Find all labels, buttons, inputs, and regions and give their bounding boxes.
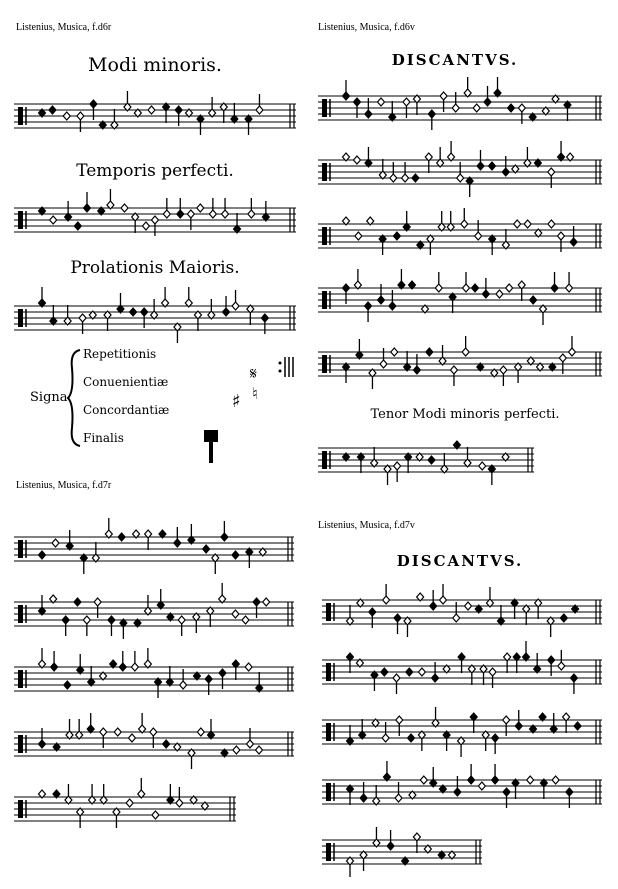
note-icon — [506, 284, 513, 292]
note-icon — [180, 681, 187, 689]
note-icon — [108, 616, 115, 624]
note-icon — [559, 354, 566, 362]
note-icon — [174, 539, 181, 547]
signa-item-conuenientiae: Conuenientiæ — [83, 375, 169, 389]
signa-item-finalis: Finalis — [83, 431, 124, 445]
svg-text:𝄋: 𝄋 — [250, 364, 257, 383]
note-icon — [163, 210, 170, 218]
concordantia-sign-icon — [232, 391, 241, 412]
note-icon — [454, 788, 461, 796]
clef-icon — [326, 603, 331, 621]
note-icon — [461, 220, 468, 228]
congruence-sign-icon — [252, 384, 258, 403]
clef-icon — [18, 605, 23, 623]
note-icon — [50, 216, 57, 224]
note-icon — [176, 799, 183, 807]
note-icon — [395, 794, 402, 802]
note-icon — [552, 776, 559, 784]
clef-icon — [322, 163, 327, 181]
note-icon — [382, 734, 389, 742]
note-icon — [551, 284, 558, 292]
sign-glyphs — [200, 355, 300, 470]
note-icon — [524, 220, 531, 228]
note-icon — [570, 674, 577, 682]
music-staff — [318, 276, 602, 322]
note-icon — [365, 110, 372, 118]
note-icon — [219, 669, 226, 677]
note-icon — [121, 204, 128, 212]
note-icon — [440, 92, 447, 100]
note-icon — [548, 220, 555, 228]
note-icon — [100, 728, 107, 736]
music-staff — [318, 436, 534, 482]
note-icon — [74, 222, 81, 230]
clef-icon — [322, 355, 327, 373]
note-icon — [489, 668, 496, 676]
note-icon — [52, 539, 59, 547]
note-icon — [496, 290, 503, 298]
note-icon — [263, 598, 270, 606]
note-icon — [482, 290, 489, 298]
note-icon — [479, 462, 486, 470]
convenientia-sign-icon — [250, 364, 257, 383]
note-icon — [79, 314, 86, 322]
note-icon — [246, 740, 253, 748]
note-icon — [503, 716, 510, 724]
music-staff — [14, 655, 294, 701]
note-icon — [450, 366, 457, 374]
signa-item-concordantiae: Concordantiæ — [83, 403, 170, 417]
music-staff — [14, 294, 296, 338]
note-icon — [403, 98, 410, 106]
finalis-sign-icon — [204, 430, 218, 463]
note-icon — [242, 616, 249, 624]
music-staff — [14, 92, 296, 136]
music-staff — [318, 340, 602, 386]
note-icon — [475, 232, 482, 240]
note-icon — [209, 210, 216, 218]
note-icon — [150, 728, 157, 736]
note-icon — [408, 734, 415, 742]
note-icon — [518, 104, 525, 112]
note-icon — [248, 210, 255, 218]
music-staff — [14, 785, 236, 831]
note-icon — [177, 210, 184, 218]
heading-modi-minoris: Modi minoris. — [88, 54, 222, 76]
note-icon — [197, 204, 204, 212]
note-icon — [420, 776, 427, 784]
note-icon — [63, 112, 70, 120]
note-icon — [548, 168, 555, 176]
note-icon — [430, 602, 437, 610]
note-icon — [119, 663, 126, 671]
music-staff — [322, 648, 602, 692]
note-icon — [402, 174, 409, 182]
note-icon — [473, 104, 480, 112]
note-icon — [502, 168, 509, 176]
note-icon — [413, 366, 420, 374]
clef-icon — [326, 663, 331, 681]
note-icon — [570, 238, 577, 246]
note-icon — [51, 663, 58, 671]
source-label: Listenius, Musica, f.d7v — [318, 520, 415, 531]
note-icon — [365, 302, 372, 310]
note-icon — [187, 210, 194, 218]
note-icon — [90, 100, 97, 108]
note-icon — [222, 210, 229, 218]
note-icon — [233, 746, 240, 754]
note-icon — [151, 216, 158, 224]
svg-text:♯: ♯ — [232, 391, 241, 412]
clef-icon — [18, 735, 23, 753]
note-icon — [223, 308, 230, 316]
note-icon — [128, 734, 135, 742]
note-icon — [232, 302, 239, 310]
note-icon — [205, 675, 212, 683]
note-icon — [232, 610, 239, 618]
note-icon — [64, 681, 71, 689]
note-icon — [566, 284, 573, 292]
note-icon — [440, 596, 447, 604]
note-icon — [432, 674, 439, 682]
music-staff — [318, 212, 602, 258]
note-icon — [394, 462, 401, 470]
note-icon — [435, 284, 442, 292]
note-icon — [175, 106, 182, 114]
note-icon — [558, 662, 565, 670]
note-icon — [126, 799, 133, 807]
note-icon — [256, 106, 263, 114]
clef-icon — [18, 800, 23, 818]
note-icon — [390, 174, 397, 182]
svg-text:♮: ♮ — [252, 384, 258, 403]
clef-icon — [18, 540, 23, 558]
note-icon — [453, 614, 460, 622]
note-icon — [39, 740, 46, 748]
clef-icon — [322, 291, 327, 309]
music-staff — [322, 588, 602, 632]
note-icon — [343, 284, 350, 292]
note-icon — [389, 302, 396, 310]
note-icon — [514, 220, 521, 228]
note-icon — [452, 104, 459, 112]
clef-icon — [326, 723, 331, 741]
note-icon — [203, 545, 210, 553]
note-icon — [141, 308, 148, 316]
note-icon — [130, 308, 137, 316]
note-icon — [142, 222, 149, 230]
note-icon — [503, 788, 510, 796]
note-icon — [478, 782, 485, 790]
note-icon — [515, 722, 522, 730]
note-icon — [492, 734, 499, 742]
clef-icon — [322, 451, 327, 469]
note-icon — [566, 788, 573, 796]
note-icon — [462, 348, 469, 356]
source-label: Listenius, Musica, f.d7r — [16, 480, 112, 491]
note-icon — [354, 98, 361, 106]
clef-icon — [18, 211, 23, 229]
note-icon — [378, 98, 385, 106]
note-icon — [197, 728, 204, 736]
clef-icon — [326, 843, 331, 861]
note-icon — [62, 616, 69, 624]
note-icon — [118, 533, 125, 541]
note-icon — [39, 551, 46, 559]
repetition-sign-icon — [279, 357, 294, 377]
note-icon — [383, 596, 390, 604]
note-icon — [463, 284, 470, 292]
note-icon — [380, 360, 387, 368]
note-icon — [428, 456, 435, 464]
note-icon — [557, 232, 564, 240]
note-icon — [245, 663, 252, 671]
note-icon — [343, 92, 350, 100]
signa-label: Signa — [30, 390, 68, 405]
note-icon — [387, 842, 394, 850]
music-staff — [322, 828, 482, 872]
tenor-heading: Tenor Modi minoris perfecti. — [370, 407, 560, 422]
note-icon — [369, 608, 376, 616]
note-icon — [131, 663, 138, 671]
signa-item-repetitionis: Repetitionis — [83, 347, 157, 361]
note-icon — [508, 104, 515, 112]
note-icon — [530, 296, 537, 304]
note-icon — [49, 106, 56, 114]
note-icon — [560, 614, 567, 622]
clef-icon — [322, 99, 327, 117]
note-icon — [428, 110, 435, 118]
note-icon — [574, 722, 581, 730]
note-icon — [412, 174, 419, 182]
note-icon — [74, 598, 81, 606]
note-icon — [393, 674, 400, 682]
music-staff — [14, 196, 296, 240]
note-icon — [253, 598, 260, 606]
brace-icon — [66, 348, 84, 448]
note-icon — [83, 616, 90, 624]
note-icon — [484, 98, 491, 106]
note-icon — [568, 348, 575, 356]
note-icon — [77, 112, 84, 120]
note-icon — [355, 232, 362, 240]
clef-icon — [326, 783, 331, 801]
clef-icon — [322, 227, 327, 245]
music-staff — [14, 590, 294, 636]
note-icon — [152, 811, 159, 819]
note-icon — [396, 716, 403, 724]
clef-icon — [18, 670, 23, 688]
note-icon — [114, 728, 121, 736]
note-icon — [548, 656, 555, 664]
note-icon — [406, 668, 413, 676]
discantus-title: DISCANTVS. — [391, 51, 519, 69]
discantus-title: DISCANTVS. — [396, 552, 524, 570]
note-icon — [426, 348, 433, 356]
note-icon — [360, 794, 367, 802]
note-icon — [527, 776, 534, 784]
note-icon — [488, 162, 495, 170]
clef-icon — [18, 309, 23, 327]
note-icon — [472, 284, 479, 292]
music-staff — [322, 708, 602, 752]
note-icon — [457, 174, 464, 182]
music-staff — [14, 720, 294, 766]
note-icon — [148, 106, 155, 114]
note-icon — [465, 602, 472, 610]
source-label: Listenius, Musica, f.d6v — [318, 22, 415, 33]
note-icon — [418, 668, 425, 676]
note-icon — [261, 314, 268, 322]
clef-icon — [18, 107, 23, 125]
heading-temporis-perfecti: Temporis perfecti. — [76, 161, 234, 181]
note-icon — [378, 296, 385, 304]
source-label: Listenius, Musica, f.d6r — [16, 22, 112, 33]
note-icon — [393, 232, 400, 240]
note-icon — [353, 156, 360, 164]
note-icon — [83, 204, 90, 212]
note-icon — [178, 616, 185, 624]
note-icon — [232, 551, 239, 559]
note-icon — [221, 533, 228, 541]
music-staff — [318, 148, 602, 194]
note-icon — [394, 614, 401, 622]
note-icon — [492, 776, 499, 784]
note-icon — [468, 776, 475, 784]
note-icon — [391, 348, 398, 356]
heading-prolationis-maioris: Prolationis Maioris. — [70, 258, 240, 278]
note-icon — [256, 746, 263, 754]
note-icon — [500, 366, 507, 374]
note-icon — [381, 668, 388, 676]
music-staff — [318, 84, 602, 130]
note-icon — [163, 740, 170, 748]
music-staff — [322, 768, 602, 812]
note-icon — [94, 598, 101, 606]
note-icon — [477, 162, 484, 170]
music-staff — [14, 525, 294, 571]
